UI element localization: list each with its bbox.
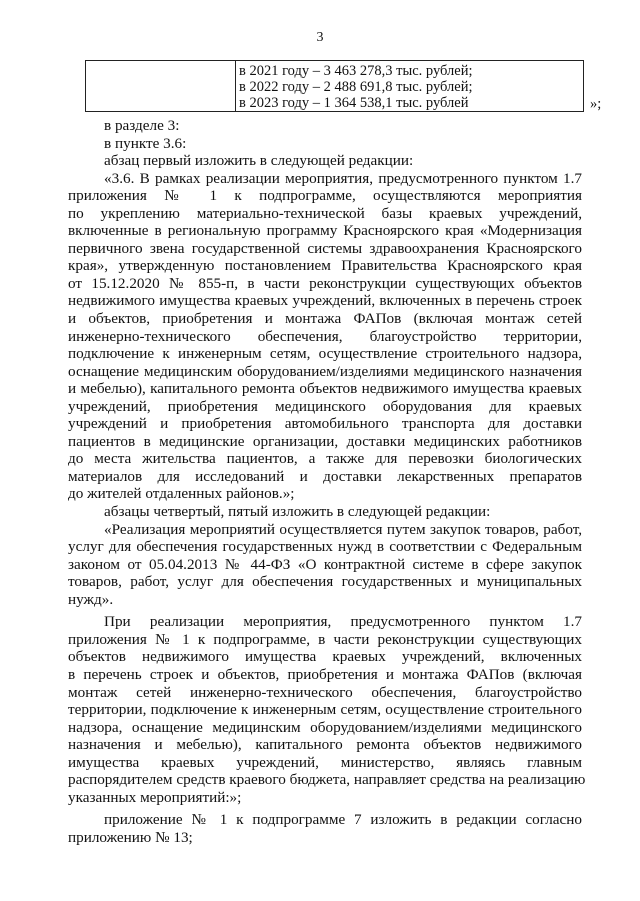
text-line: учреждений и приобретения автомобильного транспорта для доставки xyxy=(68,415,582,433)
text-line: приложение № 1 к подпрограмме 7 изложить в редакции согласно xyxy=(104,811,582,829)
budget-row-2023: в 2023 году – 1 364 538,1 тыс. рублей xyxy=(239,95,469,111)
text-line: монтаж сетей инженерно-технического обеспечения, благоустройство xyxy=(68,683,582,701)
text-line: назначения и мебелью), капитального ремонта объектов недвижимого xyxy=(68,736,582,754)
text-line: законом от 05.04.2013 № 44-ФЗ «О контрактной системе в сфере закупок xyxy=(68,555,582,573)
text-line: абзац первый изложить в следующей редакции: xyxy=(104,152,414,170)
budget-row-2022: в 2022 году – 2 488 691,8 тыс. рублей; xyxy=(239,79,473,95)
text-line: в перечень строек и объектов, приобретения и монтажа ФАПов (включая xyxy=(68,665,582,683)
text-line: приложения № 1 к подпрограмме, в части реконструкции существующих xyxy=(68,630,582,648)
text-line: инженерно-технического обеспечения, благоустройство территории, xyxy=(68,327,582,345)
text-line: услуг для обеспечения государственных нужд в соответствии с Федеральным xyxy=(68,538,582,556)
text-line: территории, подключение к инженерным сетям, осуществление строительного xyxy=(68,701,582,719)
text-line: первичного звена государственной системы здравоохранения Красноярского xyxy=(68,239,582,257)
text-line: в пункте 3.6: xyxy=(104,134,187,152)
table-closing-quote: »; xyxy=(590,96,602,112)
text-line: приложению № 13; xyxy=(68,828,193,846)
text-line: объектов недвижимого имущества краевых учреждений, включенных xyxy=(68,648,582,666)
text-line: в разделе 3: xyxy=(104,117,180,134)
text-line: надзора, оснащение медицинским оборудованием/изделиями медицинского xyxy=(68,718,582,736)
page-number: 3 xyxy=(316,30,324,45)
text-line: «3.6. В рамках реализации мероприятия, предусмотренного пунктом 1.7 xyxy=(104,169,582,187)
text-line: материалов для исследований и доставки лекарственных препаратов xyxy=(68,467,582,485)
text-line: подключение к инженерным сетям, осуществление строительного надзора, xyxy=(68,345,582,363)
text-line: края», утвержденную постановлением Правительства Красноярского края xyxy=(68,257,582,275)
text-line: указанных мероприятий:»; xyxy=(68,788,242,806)
text-line: При реализации мероприятия, предусмотренного пунктом 1.7 xyxy=(104,613,582,631)
text-line: от 15.12.2020 № 855-п, в части реконструкции существующих объектов xyxy=(68,274,582,292)
table-column-divider xyxy=(235,61,236,111)
text-line: по укреплению материально-технической базы краевых учреждений, xyxy=(68,204,582,222)
text-line: учреждений, приобретения медицинского оборудования для краевых xyxy=(68,397,582,415)
budget-table-cell xyxy=(239,63,581,111)
text-line: имущества краевых учреждений, министерство, являясь главным xyxy=(68,753,582,771)
text-line: недвижимого имущества краевых учреждений, включенных в перечень строек xyxy=(68,292,582,310)
text-line: товаров, работ, услуг для обеспечения государственных и муниципальных xyxy=(68,573,582,591)
text-line: распорядителем средств краевого бюджета, направляет средства на реализацию xyxy=(68,771,586,789)
text-line: и объектов, приобретения и монтажа ФАПов (включая монтаж сетей xyxy=(68,310,582,328)
budget-table xyxy=(85,60,584,112)
text-line: включенные в региональную программу Красноярского края «Модернизация xyxy=(68,222,582,240)
text-line: «Реализация мероприятий осуществляется путем закупок товаров, работ, xyxy=(104,520,582,538)
text-line: нужд». xyxy=(68,590,114,608)
text-line: приложения № 1 к подпрограмме, осуществляются мероприятия xyxy=(68,187,582,205)
text-line: до места жительства пациентов, а также для перевозки биологических xyxy=(68,450,582,468)
text-line: оснащение медицинским оборудованием/изделиями медицинского назначения xyxy=(68,362,582,380)
document-body xyxy=(68,117,586,846)
text-line: и мебелью), капитального ремонта объектов недвижимого имущества краевых xyxy=(68,380,582,398)
text-line: до жителей отдаленных районов.»; xyxy=(68,485,295,503)
text-line: пациентов в медицинские организации, доставки медицинских работников xyxy=(68,432,582,450)
text-line: абзацы четвертый, пятый изложить в следующей редакции: xyxy=(104,503,491,521)
budget-row-2021: в 2021 году – 3 463 278,3 тыс. рублей; xyxy=(239,63,473,79)
